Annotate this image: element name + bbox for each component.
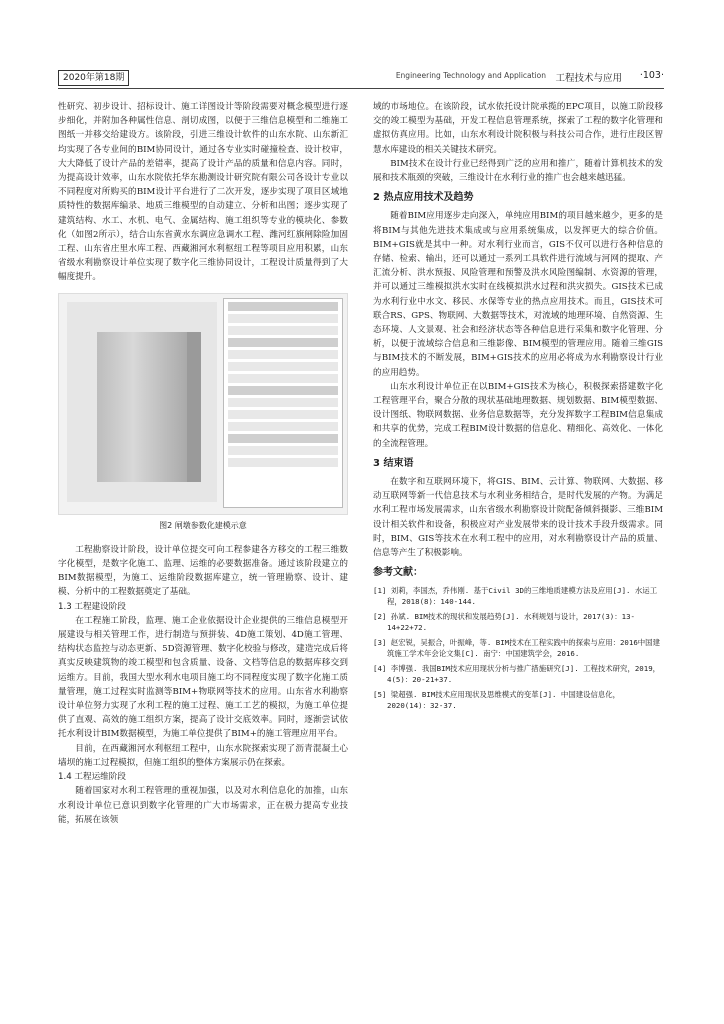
paragraph: 山东水利设计单位正在以BIM+GIS技术为核心，积极探索搭建数字化工程管理平台，聚合分散的现状基础地理数据、规划数据、BIM模型数据、设计图纸、物联网数据、业务信息数据等，充分发挥数字工程BIM信息集成和共享的优势，完成工程BIM设计数据的信息化、精细化、高效化、一体化的全流程管理。 (373, 381, 663, 449)
journal-name: Engineering Technology and Application (395, 71, 546, 80)
paragraph: 在数字和互联网环境下，将GIS、BIM、云计算、物联网、大数据、移动互联网等新一代信息技术与水利业务相结合，是时代发展的产物。为满足水利工程市场发展需求，山东省级水利勘察设计院配备倾斜摄影、三维BIM设计相关软件和设备，积极应对产业发展带来的设计技术手段升级需求。同时，BIM、GIS等技术在水利工程中的应用，对水利勘察设计产品的质量、信息等产生了积极影响。 (373, 477, 663, 559)
section-heading: 3 结束语 (373, 457, 414, 469)
section-heading: 2 热点应用技术及趋势 (373, 192, 474, 204)
page-header (58, 70, 664, 88)
subsection-heading: 1.3 工程建设阶段 (58, 601, 126, 612)
reference-item: [1] 刘莉，李国杰，乔伟刚. 基于Civil 3D的三维地质建模方法及应用[J]. 水运工程，2018(8)：140-144. (373, 585, 658, 606)
paragraph: 随着国家对水利工程管理的重视加强，以及对水利信息化的加推，山东水利设计单位已意识到数字化管理的广大市场需求，正在极力提高专业技能，拓展在该领 (58, 786, 348, 825)
reference-item: [5] 梁超强. BIM技术应用现状及思维模式的变革[J]. 中国建设信息化，2020(14)：32-37. (373, 689, 621, 710)
pier-model-edge (187, 332, 201, 482)
header-rule (58, 88, 664, 89)
figure-model-view (67, 302, 217, 502)
reference-item: [4] 李博强. 我国BIM技术应用现状分析与推广措施研究[J]. 工程技术研究，2019，4(5)：20-21+37. (373, 663, 661, 684)
page-number: ·103· (639, 70, 664, 81)
reference-item: [2] 孙斌. BIM技术的现状和发展趋势[J]. 水利规划与设计，2017(3)：13-14+22+72. (373, 611, 635, 632)
paragraph: 随着BIM应用逐步走向深入，单纯应用BIM的项目越来越少，更多的是将BIM与其他先进技术集成或与应用系统集成，以发挥更大的综合价值。BIM+GIS就是其中一种。对水利行业而言，GIS不仅可以进行各种信息的存储、检索、输出，还可以通过一系列工具软件进行流域与河网的提取、产汇流分析、洪水预报、风险管理和预警及洪水风险图编制、水资源的管理，并可以通过三维模拟洪水实时在线模拟洪水过程和洪灾损失。GIS技术已成为水利行业中水文、移民、水保等专业的热点应用技术。而且，GIS技术可联合RS、GPS、物联网、大数据等技术，对流域的地理环境、自然资源、生态环境、人文景观、社会和经济状态等各种信息进行采集和数字化管理、分析，以便于流域综合信息和三维影像、BIM模型的管理应用。随着三维GIS与BIM技术的不断发展，BIM+GIS技术的应用必将成为水利勘察设计行业的应用趋势。 (373, 211, 663, 378)
right-column (373, 100, 663, 715)
left-column (58, 100, 348, 827)
references-heading: 参考文献： (373, 567, 423, 579)
figure-2 (58, 293, 348, 515)
figure-caption: 图2 闸墩参数化建模示意 (159, 520, 247, 530)
figure-parameter-panel (223, 298, 343, 508)
paragraph: 在工程施工阶段，监理、施工企业依据设计企业提供的三维信息模型开展建设与相关管理工作，进行制造与预拼装、4D施工策划、4D施工管理、结构状态监控与动态更新、5D资源管理、数字化校验与修改，建造完成后将真实反映建筑物的竣工模型和包含质量、设备、文档等信息的数据库移交到运维方。目前，我国大型水利水电项目施工均不同程度实现了数字化施工质量管理，施工过程实时监测等BIM+物联网等技术的应用。山东省水利勘察设计单位努力实现了水利工程的施工过程、施工工艺的模拟，为施工单位提供了直观、高效的施工组织方案，提高了设计交底效率。同时，逐渐尝试依托水利设计BIM数据模型，为施工单位提供了BIM+的施工管理应用平台。 (58, 615, 348, 740)
paragraph: 域的市场地位。在该阶段，试水依托设计院承揽的EPC项目，以施工阶段移交的竣工模型为基础，开发工程信息管理系统，探索了工程的数字化管理和虚拟仿真应用。比如，山东水利设计院积极与科技公司合作，进行庄段区智慧水库建设的相关关键技术研究。 (373, 102, 663, 155)
reference-item: [3] 赵宏锐，吴振合，叶振峰，等. BIM技术在工程实践中的探索与应用：2016中国建筑施工学术年会论文集[C]. 南宁：中国建筑学会，2016. (373, 637, 660, 658)
pier-model-face (97, 332, 187, 482)
issue-label: 2020年第18期 (58, 70, 129, 86)
subsection-heading: 1.4 工程运维阶段 (58, 772, 126, 783)
paragraph: BIM技术在设计行业已经得到广泛的应用和推广，随着计算机技术的发展和技术瓶颈的突破，三维设计在水利行业的推广也会越来越迅猛。 (373, 158, 663, 184)
paragraph: 性研究、初步设计、招标设计、施工详图设计等阶段需要对概念模型进行逐步细化，并附加各种属性信息、剖切成图，以便于三维信息模型和二维施工图纸一并移交给建设方。该阶段，引进三维设计软件的山东水院、山东新汇均实现了各专业间的BIM协同设计，通过各专业实时碰撞检查、设计校审，大大降低了设计产品的差错率，提高了设计产品的质量和信息内容。同时，为提高设计效率，山东水院依托华东勘测设计研究院有限公司各设计专业以不同程度对所购买的BIM设计平台进行了二次开发，逐步实现了项目区域地质特性的数据库编录、地质三维模型的自动建立、分析和出图；逐步实现了建筑结构、水工、水机、电气、金属结构、施工组织等专业的模块化、参数化（如图2所示），结合山东省黄水东调应急调水工程、潍河红旗闸除险加固工程、山东省庄里水库工程、西藏湘河水利枢纽工程等项目应用积累，山东省级水利勘察设计单位实现了数字化三维协同设计，工程设计质量得到了大幅度提升。 (58, 102, 348, 283)
paragraph: 目前，在西藏湘河水利枢纽工程中，山东水院探索实现了沥青混凝土心墙坝的施工过程模拟，但施工组织的整体方案展示仍在探索。 (58, 743, 348, 768)
references-list (373, 585, 663, 712)
paragraph: 工程勘察设计阶段，设计单位提交可向工程参建各方移交的工程三维数字化模型，是数字化施工、监理、运维的必要数据准备。通过该阶段建立的BIM数据模型，为施工、运维阶段数据库建立，统一管理勘察、设计、建模、分析中的工程数据奠定了基础。 (58, 544, 348, 598)
section-name: 工程技术与应用 (555, 73, 622, 84)
